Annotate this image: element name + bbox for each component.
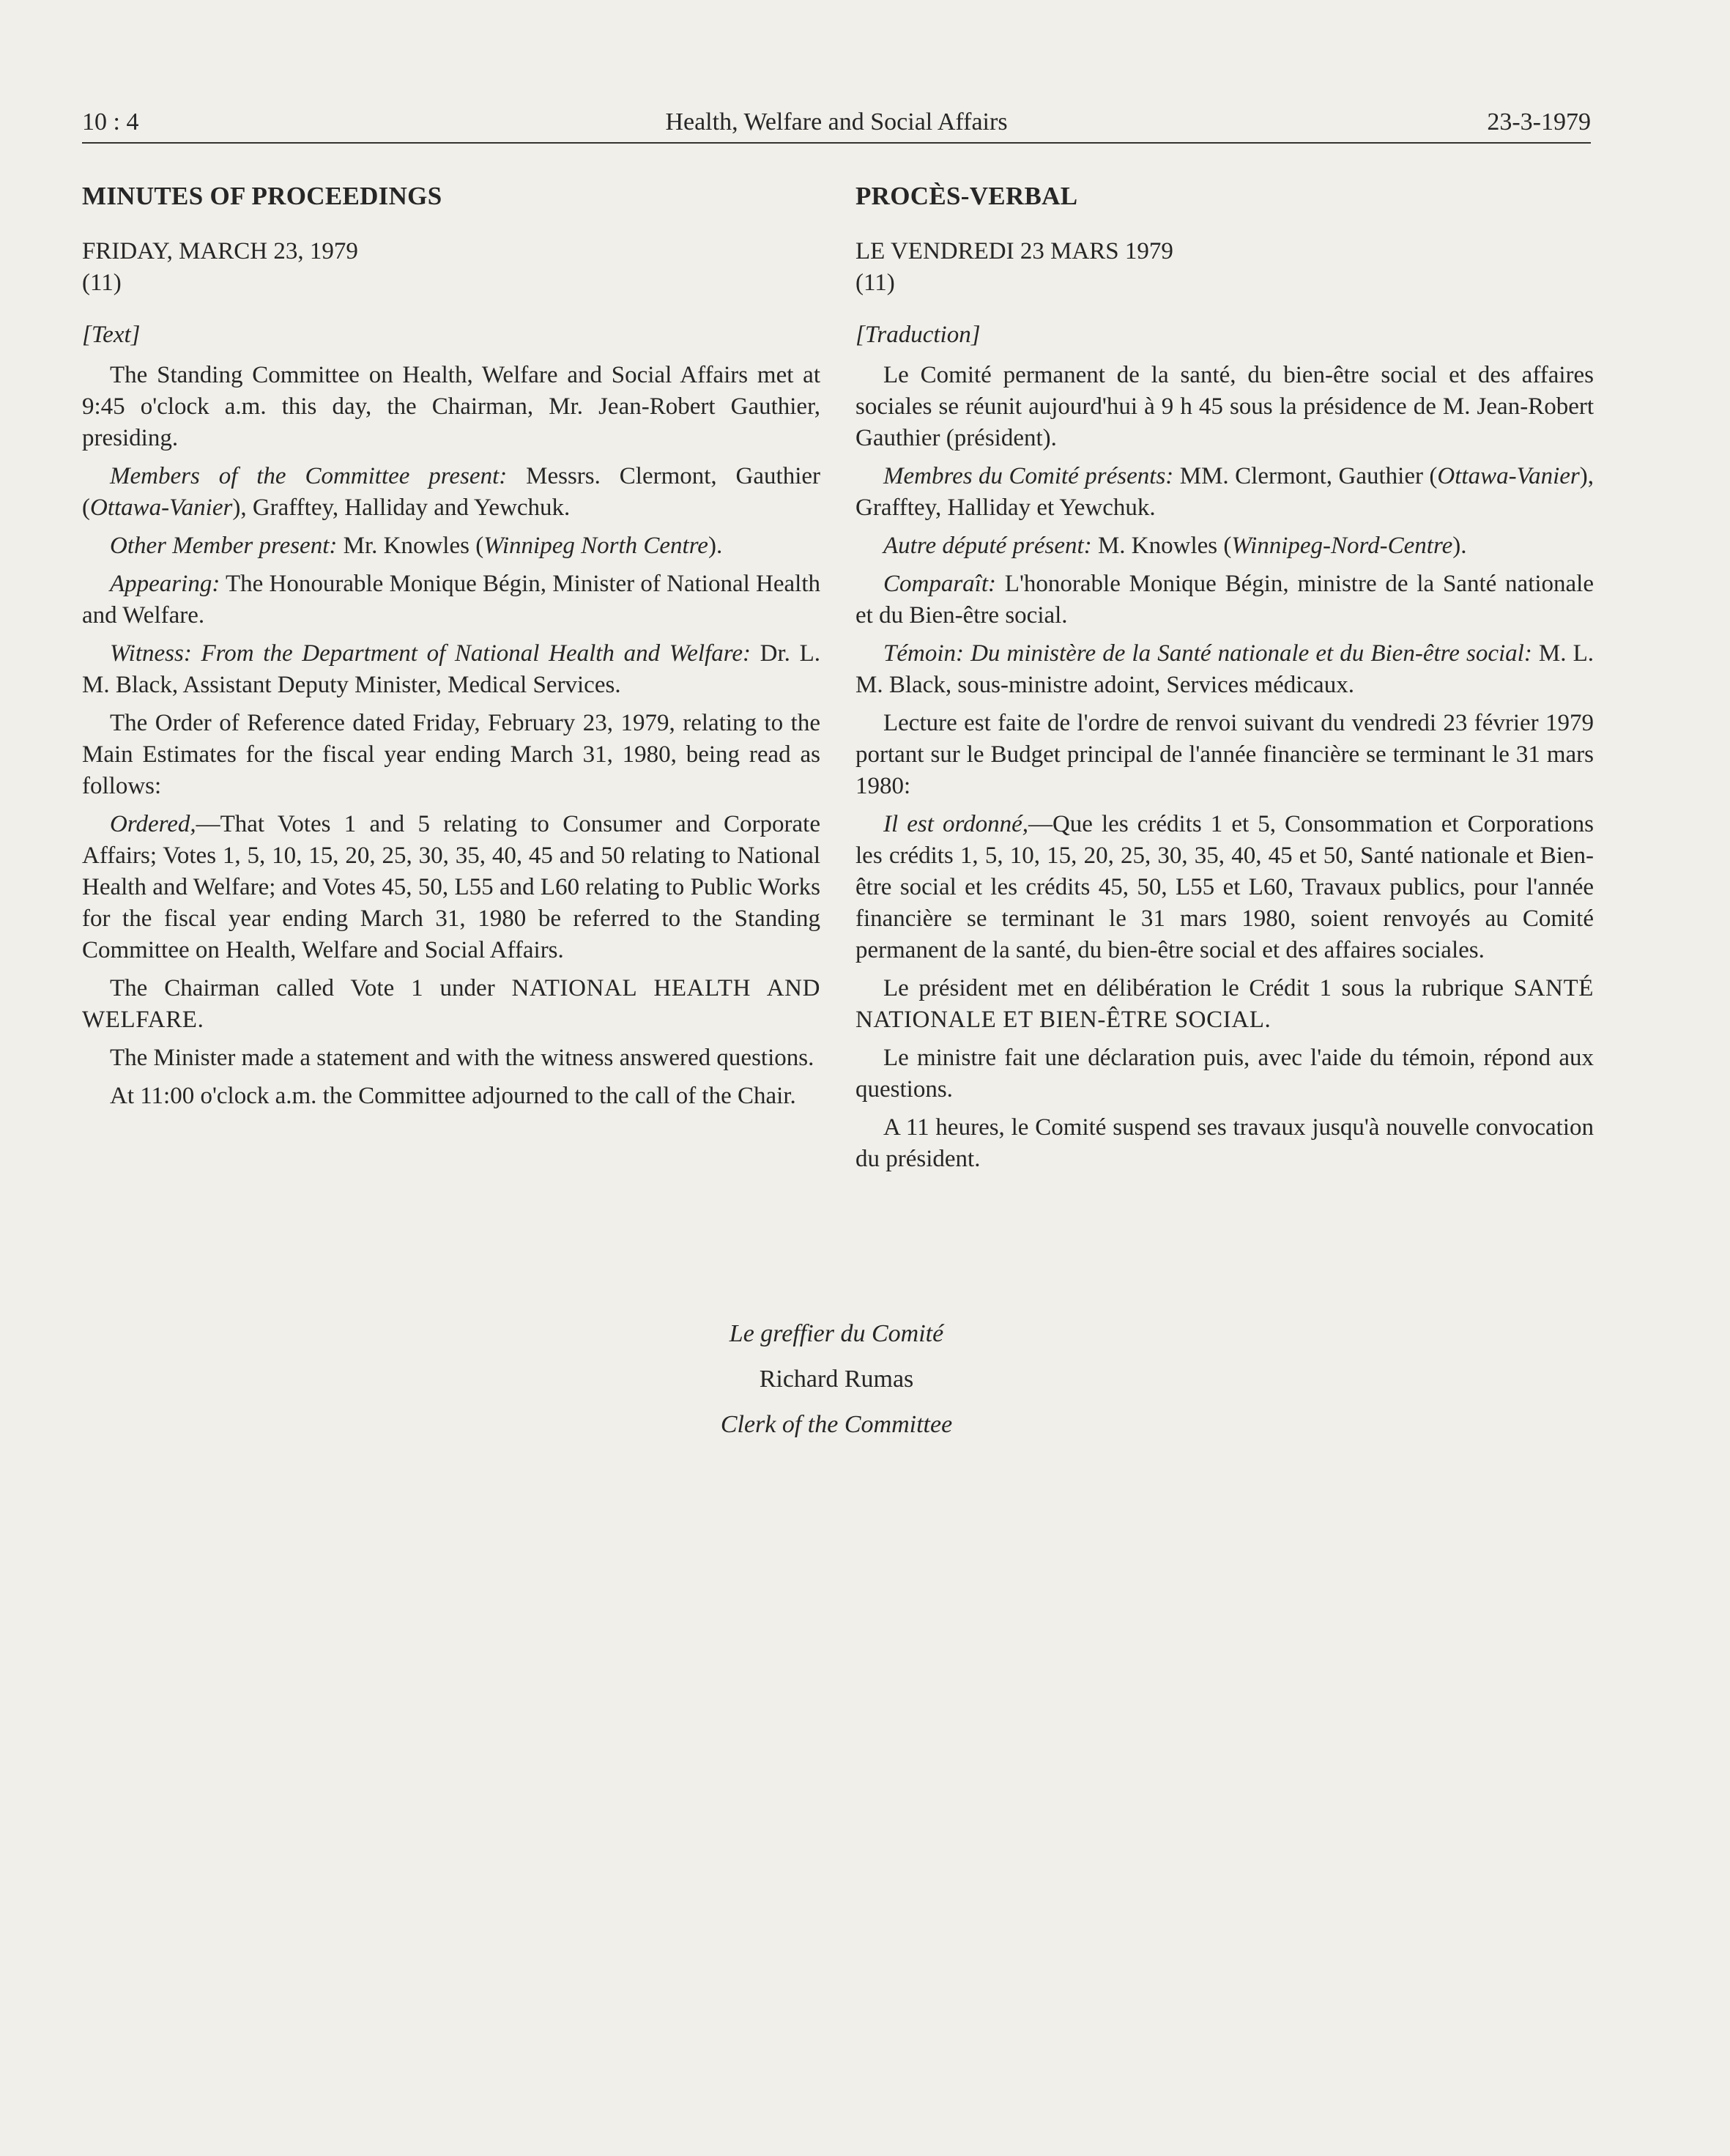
french-members-paragraph: Membres du Comité présents: MM. Clermont, Gauthier (Ottawa-Vanier), Grafftey, Halliday et Yewchuk. <box>855 463 1594 521</box>
english-witness-paragraph: Witness: From the Department of National Health and Welfare: Dr. L. M. Black, Assistant Deputy Minister, Medical Services. <box>82 640 820 698</box>
french-members-label: Membres du Comité présents: <box>883 463 1174 489</box>
header-rule <box>82 142 1591 144</box>
french-witness-paragraph: Témoin: Du ministère de la Santé nationale et du Bien-être social: M. L. M. Black, sous-ministre adoint, Services médicaux. <box>855 640 1594 698</box>
english-statement-paragraph: The Minister made a statement and with the witness answered questions. <box>110 1045 814 1071</box>
signature-english-title: Clerk of the Committee <box>720 1411 953 1438</box>
running-title: Health, Welfare and Social Affairs <box>665 108 1008 136</box>
english-heading: MINUTES OF PROCEEDINGS <box>82 182 442 210</box>
english-appearing-paragraph: Appearing: The Honourable Monique Bégin, Minister of National Health and Welfare. <box>82 571 820 629</box>
french-text-tag: [Traduction] <box>855 322 981 348</box>
english-members-paragraph: Members of the Committee present: Messrs. Clermont, Gauthier (Ottawa-Vanier), Grafftey, Halliday and Yewchuk. <box>82 463 821 521</box>
french-meeting-number: (11) <box>855 270 895 296</box>
english-appearing-label: Appearing: <box>110 571 220 597</box>
english-witness-label: Witness: From the Department of National Health and Welfare: <box>110 640 751 667</box>
english-order-reference-paragraph: The Order of Reference dated Friday, February 23, 1979, relating to the Main Estimates for the fiscal year ending March 31, 1980, being read as follows: <box>82 710 820 799</box>
signature-block <box>82 1311 1591 1448</box>
french-heading: PROCÈS-VERBAL <box>855 182 1078 210</box>
english-meeting-date: FRIDAY, MARCH 23, 1979 <box>82 238 358 264</box>
english-members-label: Members of the Committee present: <box>110 463 508 489</box>
french-other-member-paragraph: Autre député présent: M. Knowles (Winnipeg-Nord-Centre). <box>883 533 1467 559</box>
english-column <box>82 180 820 1119</box>
english-ordered-paragraph: Ordered,—That Votes 1 and 5 relating to Consumer and Corporate Affairs; Votes 1, 5, 10, 15, 20, 25, 30, 35, 40, 45 and 50 relating to National Health and Welfare; and Votes 45, 50, L55 and L60 relating to Public Works for the fiscal year ending March 31, 1980 be referred to the Standing Committee on Health, Welfare and Social Affairs. <box>82 811 820 963</box>
french-meeting-date: LE VENDREDI 23 MARS 1979 <box>855 238 1173 264</box>
french-chairman-paragraph: Le président met en délibération le Crédit 1 sous la rubrique SANTÉ NATIONALE ET BIEN-ÊTRE SOCIAL. <box>855 975 1594 1033</box>
english-intro-paragraph: The Standing Committee on Health, Welfare and Social Affairs met at 9:45 o'clock a.m. this day, the Chairman, Mr. Jean-Robert Gauthier, presiding. <box>82 362 820 451</box>
english-ordered-label: Ordered, <box>110 811 196 837</box>
page-number: 10 : 4 <box>82 108 139 136</box>
french-appearing-paragraph: Comparaît: L'honorable Monique Bégin, ministre de la Santé nationale et du Bien-être social. <box>855 571 1594 629</box>
signature-french-title: Le greffier du Comité <box>729 1320 944 1347</box>
french-other-label: Autre député présent: <box>883 533 1092 559</box>
french-appearing-label: Comparaît: <box>883 571 997 597</box>
english-chairman-paragraph: The Chairman called Vote 1 under NATIONAL HEALTH AND WELFARE. <box>82 975 820 1033</box>
english-text-tag: [Text] <box>82 322 141 348</box>
signature-name: Richard Rumas <box>759 1366 914 1393</box>
english-meeting-number: (11) <box>82 270 122 296</box>
french-adjourn-paragraph: A 11 heures, le Comité suspend ses travaux jusqu'à nouvelle convocation du président. <box>855 1114 1594 1172</box>
french-intro-paragraph: Le Comité permanent de la santé, du bien-être social et des affaires sociales se réunit aujourd'hui à 9 h 45 sous la présidence de M. Jean-Robert Gauthier (président). <box>855 362 1594 451</box>
english-other-member-paragraph: Other Member present: Mr. Knowles (Winnipeg North Centre). <box>110 533 723 559</box>
french-statement-paragraph: Le ministre fait une déclaration puis, avec l'aide du témoin, répond aux questions. <box>855 1045 1594 1103</box>
english-adjourn-paragraph: At 11:00 o'clock a.m. the Committee adjourned to the call of the Chair. <box>110 1083 796 1109</box>
french-column <box>855 180 1594 1182</box>
french-ordered-paragraph: Il est ordonné,—Que les crédits 1 et 5, Consommation et Corporations les crédits 1, 5, 10, 15, 20, 25, 30, 35, 40, 45 et 50, Santé nationale et Bien-être social et les crédits 45, 50, L55 et L60, Travaux publics, pour l'année financière se terminant le 31 mars 1980, soient renvoyés au Comité permanent de la santé, du bien-être social et des affaires sociales. <box>855 811 1594 963</box>
header-date: 23-3-1979 <box>1487 108 1591 136</box>
french-ordered-label: Il est ordonné, <box>883 811 1028 837</box>
french-witness-label: Témoin: Du ministère de la Santé nationale et du Bien-être social: <box>883 640 1532 667</box>
english-other-label: Other Member present: <box>110 533 338 559</box>
french-order-reference-paragraph: Lecture est faite de l'ordre de renvoi suivant du vendredi 23 février 1979 portant sur le Budget principal de l'année financière se terminant le 31 mars 1980: <box>855 710 1594 799</box>
running-header <box>82 106 1591 144</box>
